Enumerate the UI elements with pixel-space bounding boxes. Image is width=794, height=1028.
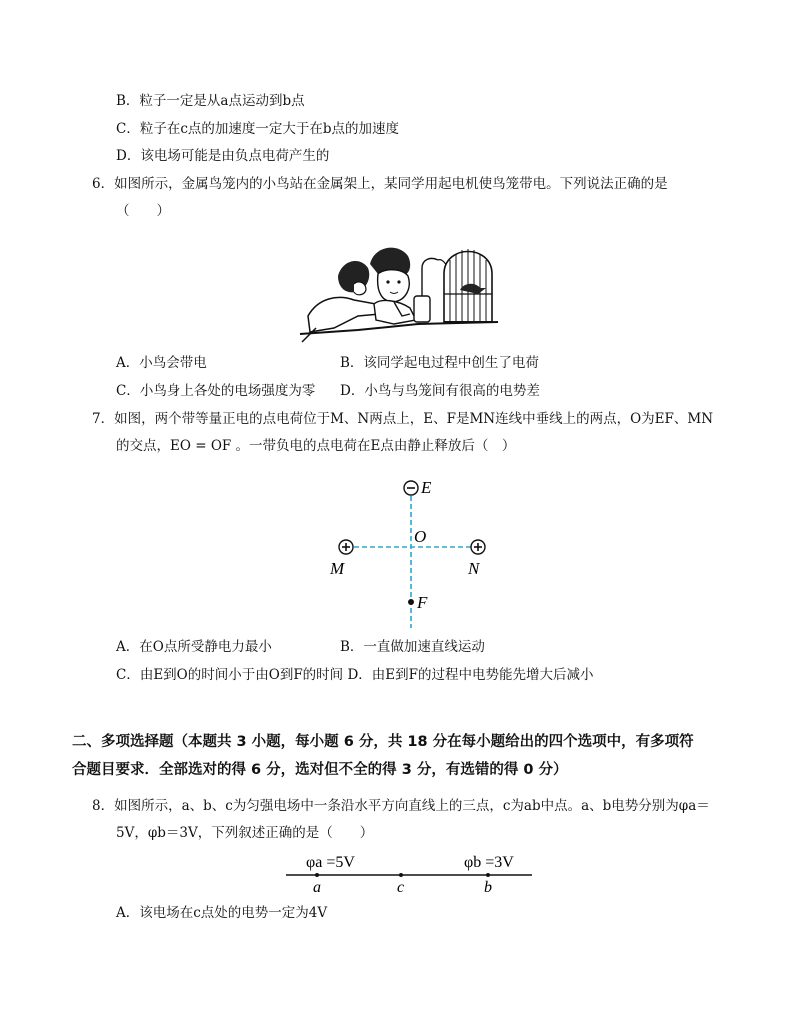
point-a-label: a <box>313 879 321 896</box>
label-m: M <box>330 559 345 578</box>
positive-charge-m-icon <box>339 540 353 554</box>
point-f <box>408 599 414 605</box>
q6-option-c: C．小鸟身上各处的电场强度为零 <box>116 383 316 399</box>
q8-figure-line <box>280 848 540 898</box>
q7-stem-line1: 7．如图，两个带等量正电的点电荷位于M、N两点上，E、F是MN连线中垂线上的两点，O为EF、MN <box>92 411 714 427</box>
q6-option-b: B．该同学起电过程中创生了电荷 <box>340 355 539 371</box>
phi-a-label: φa =5V <box>306 854 355 871</box>
q5-option-c: C．粒子在c点的加速度一定大于在b点的加速度 <box>116 121 400 137</box>
q7-option-a: A．在O点所受静电力最小 <box>116 639 272 655</box>
q5-option-d: D．该电场可能是由负点电荷产生的 <box>116 148 330 164</box>
phi-b-label: φb =3V <box>464 854 514 871</box>
q6-stem-line1: 6．如图所示，金属鸟笼内的小鸟站在金属架上，某同学用起电机使鸟笼带电。下列说法正确的是 <box>92 176 668 192</box>
section2-title-line1: 二、多项选择题（本题共 3 小题，每小题 6 分，共 18 分在每小题给出的四个选项中，有多项符 <box>72 734 694 750</box>
q8-stem-line2: 5V，φb＝3V，下列叙述正确的是（ ） <box>116 825 374 841</box>
q7-option-b: B．一直做加速直线运动 <box>340 639 485 655</box>
label-f: F <box>417 593 428 612</box>
section2-title-line2: 合题目要求．全部选对的得 6 分，选对但不全的得 3 分，有选错的得 0 分） <box>72 762 568 778</box>
q7-stem-line2: 的交点，EO = OF 。一带负电的点电荷在E点由静止释放后（ ） <box>116 438 516 454</box>
positive-charge-n-icon <box>471 540 485 554</box>
q7-option-cd: C．由E到O的时间小于由O到F的时间 D．由E到F的过程中电势能先增大后减小 <box>116 667 594 683</box>
q6-option-a: A．小鸟会带电 <box>116 355 207 371</box>
q6-option-d: D．小鸟与鸟笼间有很高的电势差 <box>340 383 540 399</box>
point-c-label: c <box>397 879 405 896</box>
q8-stem-line1: 8．如图所示，a、b、c为匀强电场中一条沿水平方向直线上的三点，c为ab中点。a、b电势分别为φa＝ <box>92 798 710 814</box>
q6-stem-line2: （ ） <box>116 203 170 219</box>
label-n: N <box>468 559 480 578</box>
label-e: E <box>421 478 432 497</box>
label-o: O <box>414 527 427 546</box>
q7-figure-charges <box>320 470 500 632</box>
negative-charge-icon <box>404 481 418 495</box>
point-b-label: b <box>484 879 492 896</box>
q5-option-b: B．粒子一定是从a点运动到b点 <box>116 93 305 109</box>
q6-figure-bird-cage <box>298 238 504 344</box>
q8-option-a: A．该电场在c点处的电势一定为4V <box>116 905 328 921</box>
